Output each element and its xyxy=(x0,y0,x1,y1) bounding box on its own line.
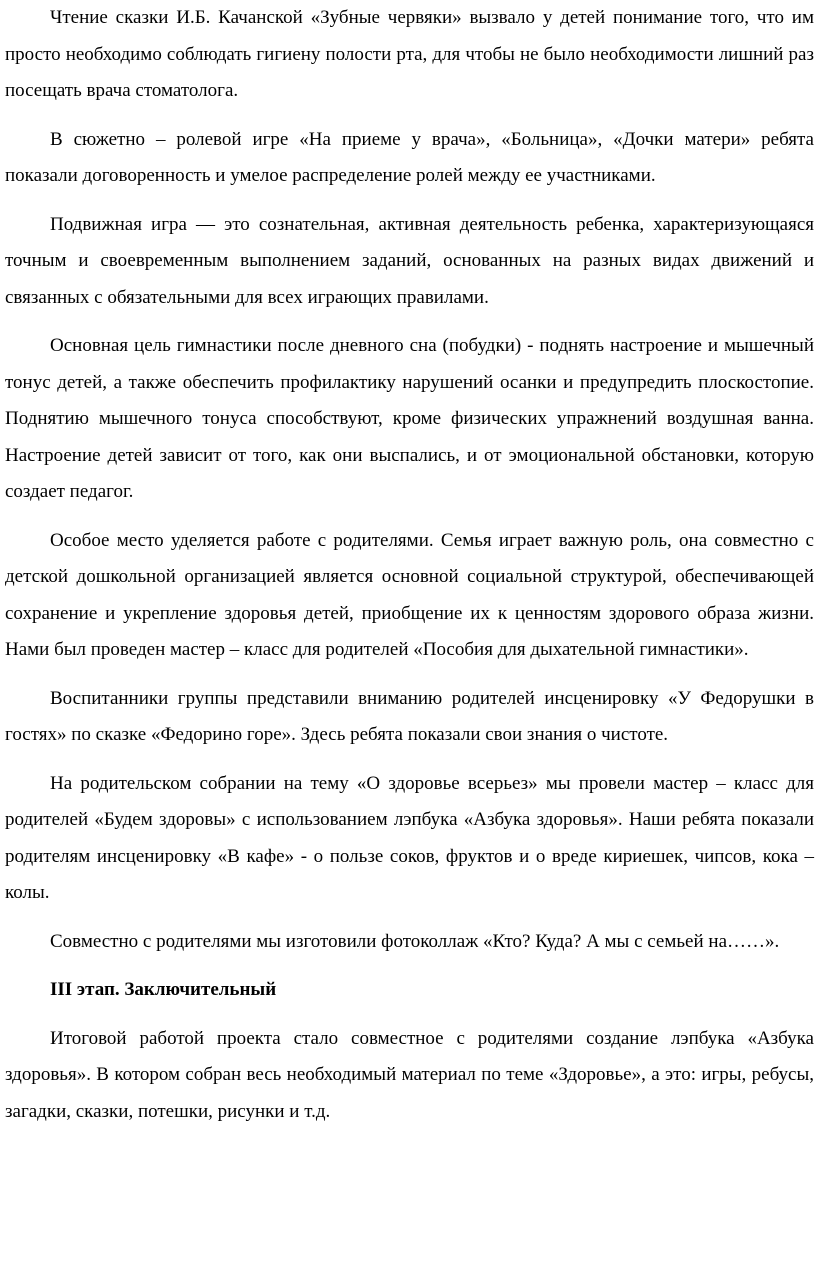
paragraph-gymnastics: Основная цель гимнастики после дневного сна (побудки) - поднять настроение и мышечный тонус детей, а также обеспечить профилактику нарушений осанки и предупредить плоскостопие. Поднятию мышечного тонуса способствуют, кроме физических упражнений воздушная ванна. Настроение детей зависит от того, как они выспались, и от эмоциональной обстановки, которую создает педагог. xyxy=(5,335,814,502)
paragraph-role-play: В сюжетно – ролевой игре «На приеме у врача», «Больница», «Дочки матери» ребята показали договоренность и умелое распределение ролей между ее участниками. xyxy=(5,128,814,186)
paragraph-staging: Воспитанники группы представили вниманию родителей инсценировку «У Федорушки в гостях» по сказке «Федорино горе». Здесь ребята показали свои знания о чистоте. xyxy=(5,687,814,745)
paragraph-outdoor-game: Подвижная игра — это сознательная, активная деятельность ребенка, характеризующаяся точным и своевременным выполнением заданий, основанных на разных видах движений и связанных с обязательными для всех играющих правилами. xyxy=(5,213,814,308)
stage-heading: III этап. Заключительный xyxy=(50,979,277,1000)
paragraph-final-work: Итоговой работой проекта стало совместное с родителями создание лэпбука «Азбука здоровья». В котором собран весь необходимый материал по теме «Здоровье», а это: игры, ребусы, загадки, сказки, потешки, рисунки и т.д. xyxy=(5,1027,814,1122)
paragraph-photo-collage: Совместно с родителями мы изготовили фотоколлаж «Кто? Куда? А мы с семьей на……». xyxy=(50,930,780,952)
paragraph-parent-meeting: На родительском собрании на тему «О здоровье всерьез» мы провели мастер – класс для родителей «Будем здоровы» с использованием лэпбука «Азбука здоровья». Наши ребята показали родителям инсценировку «В кафе» - о пользе соков, фруктов и о вреде кириешек, чипсов, кока – колы. xyxy=(5,772,814,903)
paragraph-reading-tale: Чтение сказки И.Б. Качанской «Зубные червяки» вызвало у детей понимание того, что им просто необходимо соблюдать гигиену полости рта, для чтобы не было необходимости лишний раз посещать врача стоматолога. xyxy=(5,7,814,101)
paragraph-parents-work: Особое место уделяется работе с родителями. Семья играет важную роль, она совместно с детской дошкольной организацией является основной социальной структурой, обеспечивающей сохранение и укрепление здоровья детей, приобщение их к ценностям здорового образа жизни. Нами был проведен мастер – класс для родителей «Пособия для дыхательной гимнастики». xyxy=(5,529,814,660)
